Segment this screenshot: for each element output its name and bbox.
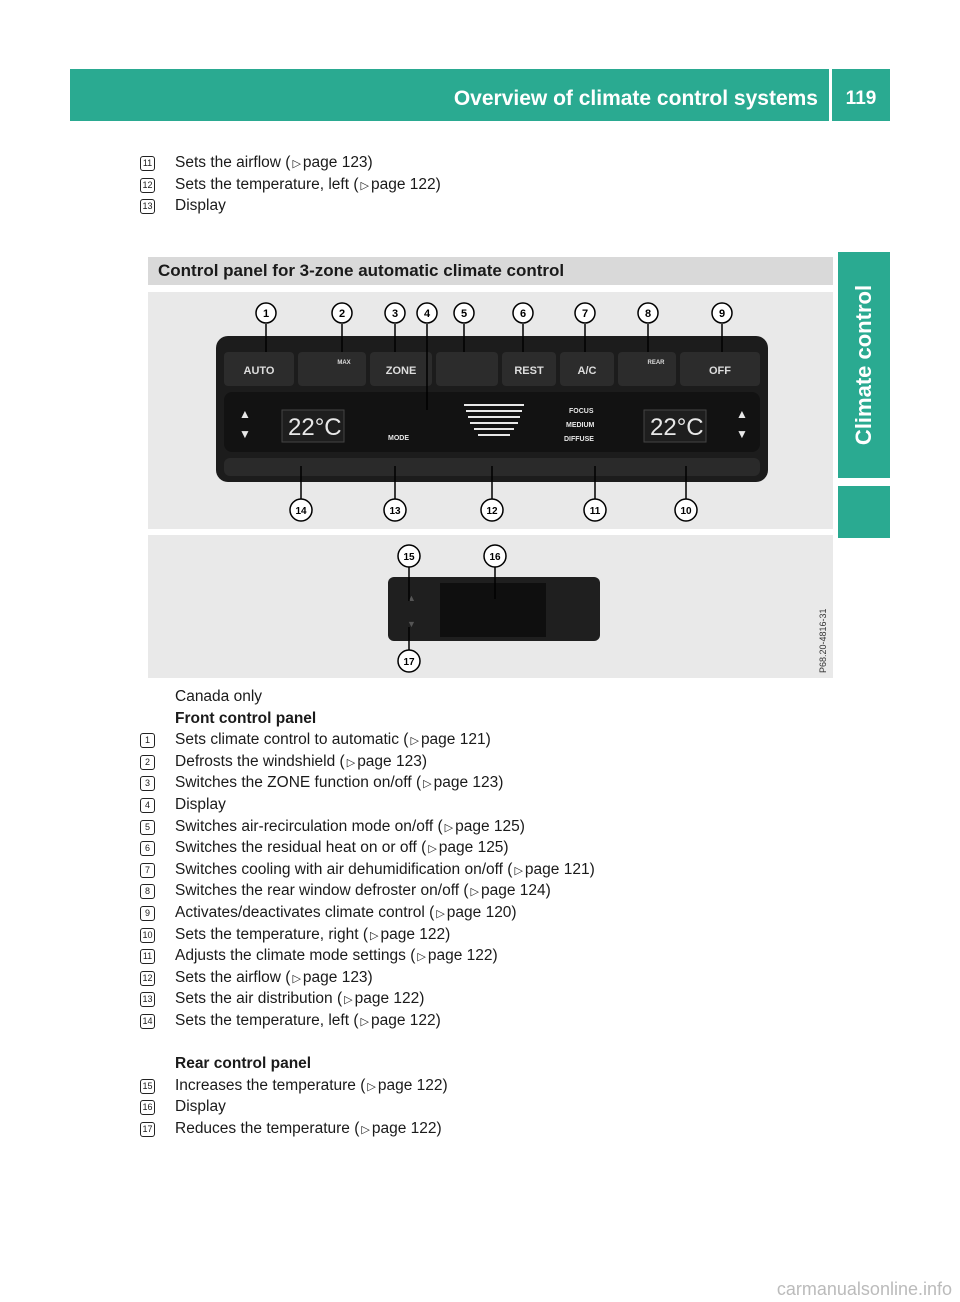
section-heading: Control panel for 3-zone automatic climate control bbox=[148, 257, 833, 285]
item-text: Sets the air distribution ( bbox=[175, 990, 343, 1008]
item-text: Switches the rear window defroster on/off ( bbox=[175, 882, 469, 900]
list-item bbox=[140, 1075, 595, 1097]
focus-option: FOCUS bbox=[569, 408, 594, 415]
svg-text:16: 16 bbox=[489, 552, 501, 563]
svg-text:13: 13 bbox=[389, 506, 401, 517]
item-text: Switches cooling with air dehumidification on/off ( bbox=[175, 860, 513, 878]
list-item bbox=[140, 988, 595, 1010]
page-ref-arrow-icon: ▷ bbox=[417, 951, 426, 964]
item-number: 5 bbox=[140, 820, 155, 835]
svg-text:10: 10 bbox=[680, 506, 692, 517]
item-number: 13 bbox=[140, 992, 155, 1007]
list-item bbox=[140, 924, 595, 946]
item-text: Switches the residual heat on or off ( bbox=[175, 839, 427, 857]
svg-text:1: 1 bbox=[262, 308, 270, 320]
item-number: 10 bbox=[140, 928, 155, 943]
item-number: 8 bbox=[140, 884, 155, 899]
watermark: carmanualsonline.info bbox=[776, 1279, 952, 1299]
page-ref-arrow-icon: ▷ bbox=[346, 756, 356, 769]
list-item bbox=[140, 152, 441, 174]
auto-button-label: AUTO bbox=[243, 365, 275, 377]
item-text: Defrosts the windshield ( bbox=[175, 752, 345, 770]
list-item bbox=[140, 967, 595, 989]
side-tab-marker bbox=[838, 486, 890, 538]
list-item bbox=[140, 794, 595, 816]
rear-panel-heading: Rear control panel bbox=[175, 1055, 312, 1073]
item-number: 11 bbox=[140, 156, 155, 171]
rest-button-label: REST bbox=[514, 365, 544, 377]
list-item bbox=[140, 880, 595, 902]
page-ref-arrow-icon: ▷ bbox=[470, 886, 479, 899]
page-ref[interactable]: page 123) bbox=[433, 774, 504, 792]
page-ref[interactable]: page 123) bbox=[302, 154, 373, 171]
svg-text:6: 6 bbox=[519, 308, 527, 320]
page-ref[interactable]: page 121) bbox=[420, 731, 491, 749]
page-ref-arrow-icon: ▷ bbox=[423, 778, 432, 791]
list-item bbox=[140, 174, 441, 196]
svg-text:4: 4 bbox=[423, 308, 431, 320]
page-ref[interactable]: page 122) bbox=[370, 1011, 441, 1029]
page-ref[interactable]: page 122) bbox=[380, 925, 451, 943]
item-number: 13 bbox=[140, 199, 155, 214]
item-text: Increases the temperature ( bbox=[175, 1076, 366, 1094]
page-ref[interactable]: page 122) bbox=[370, 175, 441, 193]
page-ref-arrow-icon: ▷ bbox=[367, 1080, 376, 1093]
page-ref[interactable]: page 122) bbox=[371, 1119, 442, 1137]
diffuse-option: DIFFUSE bbox=[564, 436, 594, 443]
item-number: 9 bbox=[140, 906, 155, 921]
item-text: Switches air-recirculation mode on/off ( bbox=[175, 817, 443, 835]
figure-code: P68.20-4816-31 bbox=[818, 608, 828, 673]
page-number: 119 bbox=[845, 88, 877, 109]
list-item bbox=[140, 772, 595, 794]
svg-text:9: 9 bbox=[718, 308, 726, 320]
page-ref-arrow-icon: ▷ bbox=[360, 1015, 369, 1028]
item-text: Sets the temperature, left ( bbox=[175, 1011, 359, 1029]
spacer bbox=[140, 1032, 595, 1054]
svg-text:12: 12 bbox=[486, 506, 498, 517]
page-ref[interactable]: page 123) bbox=[357, 752, 427, 770]
item-number: 12 bbox=[140, 971, 155, 986]
page-ref[interactable]: page 125) bbox=[438, 839, 509, 857]
page-ref[interactable]: page 122) bbox=[354, 990, 425, 1008]
recirculation-button[interactable] bbox=[436, 352, 498, 386]
mode-label: MODE bbox=[388, 435, 409, 442]
svg-text:7: 7 bbox=[581, 308, 589, 320]
item-number: 15 bbox=[140, 1079, 155, 1094]
list-item bbox=[140, 902, 595, 924]
item-text: Sets the temperature, left ( bbox=[175, 175, 359, 193]
rear-panel-illustration bbox=[148, 535, 833, 678]
page-ref[interactable]: page 125) bbox=[455, 817, 525, 835]
defrost-max-button[interactable] bbox=[298, 352, 366, 386]
page-ref-arrow-icon: ▷ bbox=[428, 843, 437, 856]
item-number: 14 bbox=[140, 1014, 155, 1029]
list-item bbox=[140, 1096, 595, 1118]
list-item bbox=[140, 195, 441, 217]
page-ref[interactable]: page 121) bbox=[524, 860, 595, 878]
item-text: Display bbox=[175, 1098, 226, 1116]
off-button-label: OFF bbox=[709, 365, 731, 377]
left-temp-up-arrow-icon: ▲ bbox=[239, 407, 251, 421]
rear-control-panel-figure bbox=[148, 535, 833, 678]
front-panel-heading: Front control panel bbox=[175, 709, 317, 727]
page-ref-arrow-icon: ▷ bbox=[444, 821, 454, 834]
list-item bbox=[140, 859, 595, 881]
item-number: 16 bbox=[140, 1100, 155, 1115]
right-temp-value: 22°C bbox=[650, 414, 704, 441]
list-item bbox=[140, 816, 595, 838]
rear-panel-display bbox=[440, 583, 546, 637]
page-ref-arrow-icon: ▷ bbox=[514, 864, 523, 877]
page-ref[interactable]: page 124) bbox=[480, 882, 551, 900]
item-number: 7 bbox=[140, 863, 155, 878]
item-number: 1 bbox=[140, 733, 155, 748]
page-ref-arrow-icon: ▷ bbox=[344, 994, 353, 1007]
ac-button-label: A/C bbox=[577, 365, 597, 377]
item-text: Sets the airflow ( bbox=[175, 968, 291, 986]
list-item bbox=[140, 1118, 595, 1140]
list-item bbox=[140, 751, 595, 773]
svg-text:11: 11 bbox=[589, 506, 601, 517]
defrost-max-label: MAX bbox=[337, 360, 351, 366]
item-text: Display bbox=[175, 197, 226, 215]
list-item bbox=[140, 729, 595, 751]
svg-text:15: 15 bbox=[403, 552, 415, 563]
right-temp-down-arrow-icon: ▼ bbox=[736, 427, 748, 441]
rear-temp-up-arrow-icon: ▲ bbox=[407, 593, 416, 603]
page-ref-arrow-icon: ▷ bbox=[436, 907, 445, 920]
page-ref-arrow-icon: ▷ bbox=[292, 972, 301, 985]
item-text: Adjusts the climate mode settings ( bbox=[175, 947, 416, 965]
rear-temp-down-arrow-icon: ▼ bbox=[407, 619, 416, 629]
svg-text:2: 2 bbox=[338, 308, 346, 320]
svg-text:14: 14 bbox=[295, 506, 307, 517]
item-number: 4 bbox=[140, 798, 155, 813]
page-ref[interactable]: page 120) bbox=[446, 903, 517, 921]
svg-text:8: 8 bbox=[644, 308, 652, 320]
left-temp-down-arrow-icon: ▼ bbox=[239, 427, 251, 441]
list-item bbox=[140, 945, 595, 967]
item-number: 2 bbox=[140, 755, 155, 770]
right-temp-up-arrow-icon: ▲ bbox=[736, 407, 748, 421]
item-number: 6 bbox=[140, 841, 155, 856]
top-item-list bbox=[140, 152, 441, 217]
svg-text:3: 3 bbox=[391, 308, 399, 320]
item-number: 12 bbox=[140, 178, 155, 193]
svg-text:5: 5 bbox=[460, 308, 468, 320]
canada-only-note: Canada only bbox=[175, 688, 263, 705]
svg-text:17: 17 bbox=[403, 657, 415, 668]
page-ref[interactable]: page 122) bbox=[377, 1076, 448, 1094]
item-number: 17 bbox=[140, 1122, 155, 1137]
rear-defrost-button[interactable] bbox=[618, 352, 676, 386]
zone-button-label: ZONE bbox=[385, 365, 417, 377]
page-ref-arrow-icon: ▷ bbox=[360, 179, 369, 192]
item-text: Switches the ZONE function on/off ( bbox=[175, 774, 422, 792]
side-tab-label: Climate control bbox=[851, 284, 876, 446]
list-item bbox=[140, 1010, 595, 1032]
item-text: Activates/deactivates climate control ( bbox=[175, 903, 435, 921]
item-text: Sets climate control to automatic ( bbox=[175, 731, 409, 749]
item-text: Display bbox=[175, 795, 226, 813]
item-text: Sets the temperature, right ( bbox=[175, 925, 368, 943]
page-ref[interactable]: page 123) bbox=[302, 968, 373, 986]
list-item bbox=[140, 837, 595, 859]
front-panel-list bbox=[140, 686, 595, 1139]
medium-option: MEDIUM bbox=[566, 422, 595, 429]
page-ref-arrow-icon: ▷ bbox=[361, 1123, 370, 1136]
item-text: Sets the airflow ( bbox=[175, 154, 291, 171]
item-number: 11 bbox=[140, 949, 155, 964]
rear-defrost-label: REAR bbox=[647, 360, 665, 366]
front-panel-illustration bbox=[148, 292, 833, 529]
left-temp-value: 22°C bbox=[288, 414, 342, 441]
page-ref-arrow-icon: ▷ bbox=[410, 735, 419, 748]
item-number: 3 bbox=[140, 776, 155, 791]
page-ref[interactable]: page 122) bbox=[427, 947, 498, 965]
item-text: Reduces the temperature ( bbox=[175, 1119, 360, 1137]
page-ref-arrow-icon: ▷ bbox=[292, 158, 301, 170]
header-title: Overview of climate control systems bbox=[453, 87, 818, 110]
page-ref-arrow-icon: ▷ bbox=[369, 929, 379, 942]
front-control-panel-figure bbox=[148, 292, 833, 529]
